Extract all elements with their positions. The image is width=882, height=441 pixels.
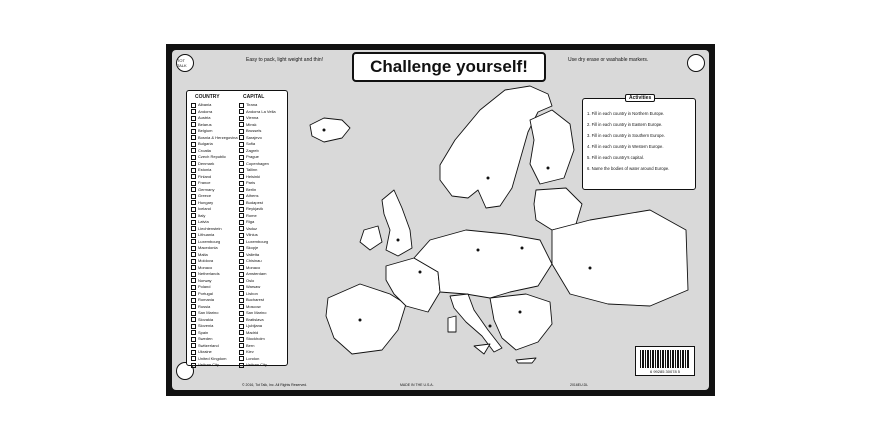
checkbox-icon bbox=[191, 148, 196, 153]
country-list bbox=[191, 102, 241, 369]
checkbox-icon bbox=[191, 363, 196, 368]
checkbox-icon bbox=[191, 187, 196, 192]
checkbox-icon bbox=[239, 148, 244, 153]
country-name: Norway bbox=[198, 277, 212, 283]
country-name: Bulgaria bbox=[198, 141, 213, 146]
activity-item: 1. Fill in each country in Northern Europe. bbox=[587, 111, 665, 116]
capital-name: Tirana bbox=[246, 102, 258, 107]
circle-logo-icon bbox=[687, 54, 705, 72]
country-name: Poland bbox=[198, 284, 211, 289]
page-title: Challenge yourself! bbox=[352, 52, 546, 82]
capital-dot bbox=[359, 319, 362, 322]
iceland-shape bbox=[310, 118, 350, 142]
checkbox-icon bbox=[239, 109, 244, 114]
placemat-frame bbox=[166, 44, 715, 396]
capital-name: Budapest bbox=[246, 199, 263, 205]
checkbox-icon bbox=[191, 200, 196, 205]
checkbox-icon bbox=[239, 226, 244, 231]
capital-name: Prague bbox=[246, 154, 259, 159]
country-name: Finland bbox=[198, 173, 212, 179]
capital-name: Riga bbox=[246, 219, 255, 224]
country-name: United Kingdom bbox=[198, 355, 227, 361]
capital-header: CAPITAL bbox=[243, 94, 265, 100]
capital-item bbox=[239, 362, 287, 369]
capital-name: Vienna bbox=[246, 115, 259, 120]
checkbox-icon bbox=[191, 168, 196, 173]
checkbox-icon bbox=[239, 213, 244, 218]
checkbox-icon bbox=[239, 220, 244, 225]
eastern-europe-shape bbox=[552, 210, 688, 306]
checkbox-icon bbox=[239, 207, 244, 212]
checkbox-icon bbox=[239, 343, 244, 348]
crete-shape bbox=[516, 358, 536, 363]
capital-name: Sofia bbox=[246, 141, 256, 146]
checkbox-icon bbox=[191, 252, 196, 257]
activity-item: 2. Fill in each country in Eastern Europe. bbox=[587, 122, 663, 127]
checkbox-icon bbox=[239, 246, 244, 251]
capital-name: Sarajevo bbox=[246, 134, 262, 140]
country-name: Vatican City bbox=[198, 362, 220, 367]
made-in-text: MADE IN THE U.S.A. bbox=[400, 383, 434, 387]
country-name: Denmark bbox=[198, 160, 215, 166]
checkbox-icon bbox=[239, 194, 244, 199]
activity-item: 4. Fill in each country in Western Europe. bbox=[587, 144, 664, 149]
country-name: Greece bbox=[198, 193, 212, 198]
checkbox-icon bbox=[191, 350, 196, 355]
note-left: Easy to pack, light weight and thin! bbox=[246, 57, 323, 63]
country-name: Albania bbox=[198, 102, 212, 107]
checkbox-icon bbox=[191, 233, 196, 238]
country-name: Latvia bbox=[198, 219, 209, 224]
checkbox-icon bbox=[191, 324, 196, 329]
checkbox-icon bbox=[239, 298, 244, 303]
capital-name: Vaduz bbox=[246, 225, 258, 231]
checkbox-icon bbox=[191, 343, 196, 348]
checkbox-icon bbox=[191, 161, 196, 166]
checkbox-icon bbox=[239, 350, 244, 355]
checkbox-icon bbox=[191, 194, 196, 199]
country-name: Ukraine bbox=[198, 349, 212, 354]
capital-dot bbox=[419, 271, 422, 274]
checkbox-icon bbox=[191, 259, 196, 264]
checkbox-icon bbox=[239, 304, 244, 309]
capital-name: Rome bbox=[246, 212, 257, 218]
country-name: Switzerland bbox=[198, 342, 219, 348]
barcode bbox=[635, 346, 695, 376]
checkbox-icon bbox=[191, 174, 196, 179]
country-name: Spain bbox=[198, 329, 209, 335]
capital-dot bbox=[397, 239, 400, 242]
checkbox-icon bbox=[239, 324, 244, 329]
country-capital-panel bbox=[186, 90, 288, 366]
checkbox-icon bbox=[191, 298, 196, 303]
balkans-shape bbox=[490, 294, 552, 350]
checkbox-icon bbox=[239, 337, 244, 342]
capital-name: Copenhagen bbox=[246, 160, 269, 166]
finland-shape bbox=[530, 110, 574, 184]
checkbox-icon bbox=[191, 265, 196, 270]
capital-name: Chisinau bbox=[246, 258, 262, 263]
capital-name: Vilnius bbox=[246, 232, 258, 237]
checkbox-icon bbox=[239, 116, 244, 121]
checkbox-icon bbox=[191, 278, 196, 283]
country-name: Italy bbox=[198, 212, 206, 218]
checkbox-icon bbox=[191, 207, 196, 212]
capital-dot bbox=[323, 129, 326, 132]
checkbox-icon bbox=[191, 337, 196, 342]
country-name: Belgium bbox=[198, 128, 213, 133]
checkbox-icon bbox=[239, 103, 244, 108]
checkbox-icon bbox=[191, 226, 196, 231]
checkbox-icon bbox=[239, 122, 244, 127]
checkbox-icon bbox=[239, 239, 244, 244]
country-name: Andorra bbox=[198, 108, 213, 114]
checkbox-icon bbox=[239, 135, 244, 140]
country-name: Austria bbox=[198, 115, 211, 120]
capital-dot bbox=[489, 325, 492, 328]
capital-name: Skopje bbox=[246, 245, 259, 250]
ireland-shape bbox=[360, 226, 382, 250]
checkbox-icon bbox=[239, 233, 244, 238]
country-name: Moldova bbox=[198, 258, 214, 263]
checkbox-icon bbox=[191, 122, 196, 127]
activity-item: 3. Fill in each country in Southern Europe. bbox=[587, 133, 665, 138]
capital-name: San Marino bbox=[246, 310, 267, 315]
country-name: Belarus bbox=[198, 121, 212, 127]
checkbox-icon bbox=[239, 285, 244, 290]
capital-name: Bratislava bbox=[246, 316, 264, 322]
checkbox-icon bbox=[191, 272, 196, 277]
capital-name: Vatican City bbox=[246, 362, 268, 367]
capital-name: Luxembourg bbox=[246, 238, 269, 244]
capital-list bbox=[239, 102, 287, 369]
checkbox-icon bbox=[239, 155, 244, 160]
capital-dot bbox=[521, 247, 524, 250]
activity-item: 6. Name the bodies of water around Europe. bbox=[587, 166, 670, 171]
capital-name: Tallinn bbox=[246, 167, 258, 172]
activity-item: 5. Fill in each country's capital. bbox=[587, 155, 644, 160]
capital-name: Kiev bbox=[246, 349, 254, 354]
capital-name: Helsinki bbox=[246, 173, 261, 179]
country-name: Russia bbox=[198, 303, 211, 309]
capital-dot bbox=[487, 177, 490, 180]
checkbox-icon bbox=[239, 252, 244, 257]
barcode-bars bbox=[640, 350, 690, 368]
capital-name: London bbox=[246, 355, 260, 361]
checkbox-icon bbox=[191, 317, 196, 322]
checkbox-icon bbox=[191, 116, 196, 121]
checkbox-icon bbox=[239, 311, 244, 316]
country-name: Croatia bbox=[198, 147, 211, 153]
checkbox-icon bbox=[191, 129, 196, 134]
capital-name: Bern bbox=[246, 342, 255, 348]
checkbox-icon bbox=[239, 291, 244, 296]
country-name: San Marino bbox=[198, 310, 219, 315]
country-name: Hungary bbox=[198, 199, 214, 205]
activities-panel bbox=[582, 95, 696, 190]
capital-name: Andorra La Vella bbox=[246, 108, 276, 114]
checkbox-icon bbox=[239, 161, 244, 166]
checkbox-icon bbox=[191, 155, 196, 160]
capital-name: Moscow bbox=[246, 303, 261, 309]
copyright-text: © 2016, Tot Talk, Inc. All Rights Reserved. bbox=[242, 383, 308, 387]
capital-name: Berlin bbox=[246, 186, 257, 192]
activities-list bbox=[587, 108, 669, 174]
checkbox-icon bbox=[239, 187, 244, 192]
country-name: France bbox=[198, 180, 211, 185]
capital-name: Lisbon bbox=[246, 290, 258, 296]
checkbox-icon bbox=[239, 168, 244, 173]
country-name: Sweden bbox=[198, 336, 213, 341]
checkbox-icon bbox=[239, 317, 244, 322]
country-name: Czech Republic bbox=[198, 154, 227, 159]
tot-talk-logo bbox=[176, 54, 194, 72]
checkbox-icon bbox=[239, 278, 244, 283]
checkbox-icon bbox=[239, 356, 244, 361]
country-name: Liechtenstein bbox=[198, 225, 222, 231]
country-header: COUNTRY bbox=[195, 94, 220, 100]
capital-name: Zagreb bbox=[246, 147, 259, 153]
country-name: Macedonia bbox=[198, 245, 218, 250]
note-right: Use dry erase or washable markers. bbox=[568, 57, 649, 63]
checkbox-icon bbox=[191, 311, 196, 316]
checkbox-icon bbox=[239, 174, 244, 179]
country-name: Malta bbox=[198, 251, 208, 257]
great-britain-shape bbox=[382, 190, 412, 256]
checkbox-icon bbox=[191, 213, 196, 218]
capital-name: Oslo bbox=[246, 277, 255, 283]
capital-name: Brussels bbox=[246, 128, 262, 133]
capital-name: Warsaw bbox=[246, 284, 261, 289]
country-name: Luxembourg bbox=[198, 238, 221, 244]
checkbox-icon bbox=[191, 103, 196, 108]
logo-text: TOT TALK bbox=[177, 58, 187, 68]
country-name: Iceland bbox=[198, 206, 211, 211]
capital-name: Amsterdam bbox=[246, 271, 267, 276]
country-name: Netherlands bbox=[198, 271, 220, 276]
activities-title: Activities bbox=[625, 94, 655, 102]
checkbox-icon bbox=[239, 129, 244, 134]
capital-name: Reykjavik bbox=[246, 206, 264, 211]
country-name: Bosnia & Herzegovina bbox=[198, 134, 238, 140]
checkbox-icon bbox=[191, 142, 196, 147]
capital-dot bbox=[589, 267, 592, 270]
country-name: Portugal bbox=[198, 290, 213, 296]
capital-dot bbox=[519, 311, 522, 314]
barcode-number: 6 99285 30078 5 bbox=[649, 369, 681, 374]
sardinia-shape bbox=[448, 316, 456, 332]
checkbox-icon bbox=[191, 109, 196, 114]
checkbox-icon bbox=[191, 181, 196, 186]
checkbox-icon bbox=[239, 181, 244, 186]
checkbox-icon bbox=[191, 291, 196, 296]
country-name: Romania bbox=[198, 297, 215, 302]
checkbox-icon bbox=[191, 330, 196, 335]
capital-name: Ljubljana bbox=[246, 323, 263, 328]
country-name: Germany bbox=[198, 186, 215, 192]
country-name: Monaco bbox=[198, 264, 213, 270]
capital-dot bbox=[547, 167, 550, 170]
capital-name: Madrid bbox=[246, 329, 259, 335]
country-name: Slovenia bbox=[198, 323, 214, 328]
capital-name: Athens bbox=[246, 193, 259, 198]
capital-name: Minsk bbox=[246, 121, 257, 127]
capital-name: Stockholm bbox=[246, 336, 265, 341]
checkbox-icon bbox=[239, 330, 244, 335]
checkbox-icon bbox=[191, 356, 196, 361]
checkbox-icon bbox=[239, 265, 244, 270]
country-name: Slovakia bbox=[198, 316, 214, 322]
checkbox-icon bbox=[191, 285, 196, 290]
sicily-shape bbox=[474, 344, 490, 354]
checkbox-icon bbox=[191, 135, 196, 140]
placemat-sheet bbox=[172, 50, 709, 390]
checkbox-icon bbox=[191, 220, 196, 225]
checkbox-icon bbox=[191, 304, 196, 309]
country-name: Lithuania bbox=[198, 232, 215, 237]
checkbox-icon bbox=[239, 259, 244, 264]
capital-name: Valletta bbox=[246, 251, 260, 257]
country-name: Estonia bbox=[198, 167, 212, 172]
checkbox-icon bbox=[239, 200, 244, 205]
capital-dot bbox=[477, 249, 480, 252]
capital-name: Monaco bbox=[246, 264, 261, 270]
checkbox-icon bbox=[191, 246, 196, 251]
checkbox-icon bbox=[239, 272, 244, 277]
country-item bbox=[191, 362, 241, 369]
checkbox-icon bbox=[191, 239, 196, 244]
capital-name: Paris bbox=[246, 180, 256, 185]
capital-name: Bucharest bbox=[246, 297, 265, 302]
checkbox-icon bbox=[239, 363, 244, 368]
product-code: 2016EU.DL bbox=[570, 383, 589, 387]
checkbox-icon bbox=[239, 142, 244, 147]
